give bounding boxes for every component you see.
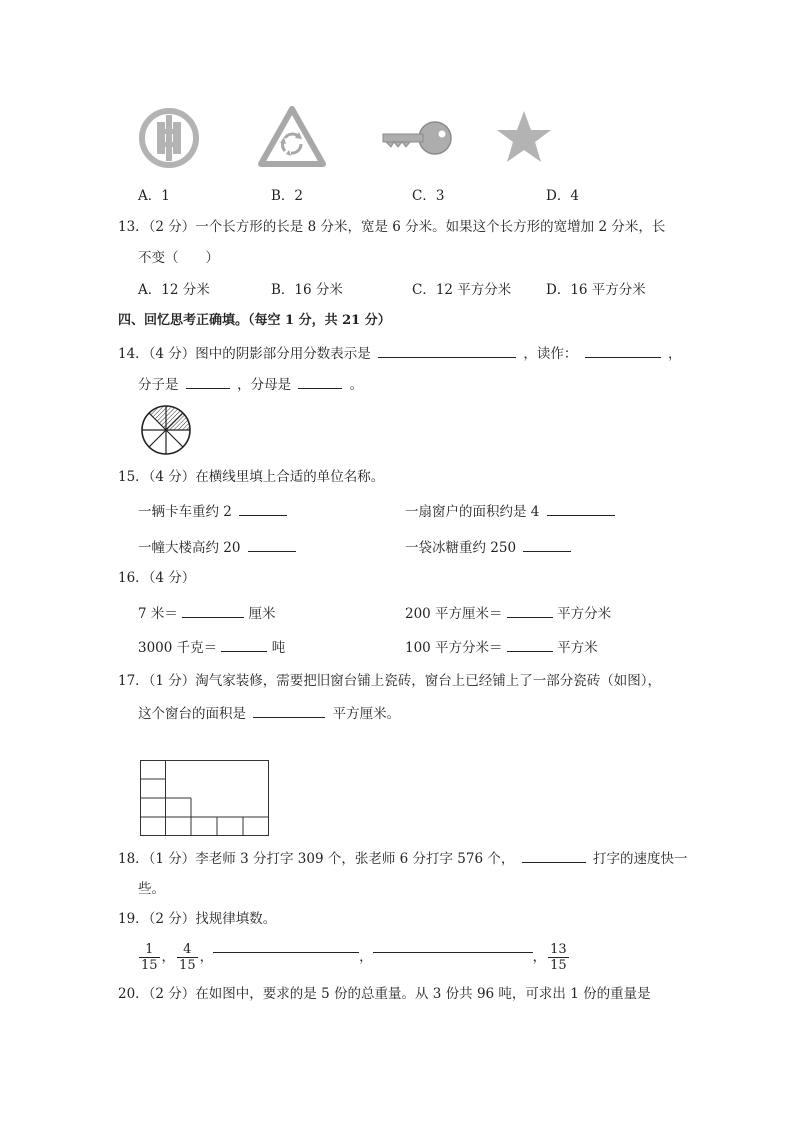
q14-text-2: ，读作：: [523, 346, 578, 362]
q19-fraction-3-denominator: 15: [550, 958, 567, 973]
q19-fraction-1-numerator: 1: [139, 942, 160, 958]
q14-text-5: ，分母是: [237, 377, 292, 393]
q14-text-1: 14．（4 分）图中的阴影部分用分数表示是: [118, 346, 371, 362]
q19-fraction-1-denominator: 15: [141, 958, 158, 973]
q19-blank-1[interactable]: [213, 938, 359, 953]
q19-fraction-2-denominator: 15: [179, 958, 196, 973]
q15-item-truck-text: 一辆卡车重约 2: [138, 504, 232, 520]
q15-item-window-text: 一扇窗户的面积约是 4: [405, 504, 540, 520]
q16-item-2-lhs: 200 平方厘米＝: [405, 606, 503, 622]
q19-fraction-1: [139, 942, 160, 973]
q12-option-c[interactable]: C．3: [412, 188, 445, 204]
q14-question-line1: [118, 343, 682, 363]
q12-option-b[interactable]: B．2: [271, 188, 304, 204]
q15-truck-unit-blank[interactable]: [239, 501, 287, 516]
q16-item-4-unit: 平方米: [557, 640, 598, 656]
q16-item-2: [405, 603, 611, 623]
q16-item-3-unit: 吨: [271, 640, 286, 656]
q14-question-line2: [138, 374, 363, 394]
q19-fraction-2: [177, 942, 198, 973]
q16-blank-2[interactable]: [507, 603, 553, 618]
q14-numerator-blank[interactable]: [186, 374, 230, 389]
q17-question-line1: 17．（1 分）淘气家装修，需要把旧窗台铺上瓷砖，窗台上已经铺上了一部分瓷砖（如图），: [118, 673, 662, 689]
q15-sugar-unit-blank[interactable]: [523, 537, 571, 552]
q19-sequence: [137, 938, 571, 974]
q13-option-c[interactable]: C．12 平方分米: [412, 282, 512, 298]
q19-fraction-3: [548, 942, 569, 973]
q17-question-line2: [138, 703, 400, 723]
q16-blank-1[interactable]: [182, 603, 244, 618]
q17-text-b: 平方厘米。: [332, 706, 401, 722]
q15-item-building-text: 一幢大楼高约 20: [138, 540, 241, 556]
q18-teacher-blank[interactable]: [522, 848, 586, 863]
q14-shaded-circle-figure: [140, 404, 192, 456]
q15-item-sugar-text: 一袋冰糖重约 250: [405, 540, 517, 556]
q14-text-3: ，: [668, 346, 682, 362]
bank-logo-icon: [138, 107, 200, 169]
q19-fraction-3-numerator: 13: [550, 942, 567, 957]
q14-reading-blank[interactable]: [585, 343, 661, 358]
q16-item-3: [138, 637, 285, 657]
q13-option-d[interactable]: D．16 平方分米: [546, 282, 646, 298]
q15-window-unit-blank[interactable]: [547, 501, 615, 516]
recycle-triangle-icon: [258, 106, 326, 168]
q16-item-4: [405, 637, 598, 657]
q17-area-blank[interactable]: [253, 703, 325, 718]
q19-blank-2[interactable]: [373, 938, 533, 953]
q14-fraction-blank[interactable]: [378, 343, 516, 358]
q19-comma-2: ，: [199, 949, 214, 965]
q17-tile-windowsill-figure: [140, 760, 270, 838]
q12-option-a[interactable]: A．1: [138, 188, 170, 204]
q19-comma-3: ，: [359, 949, 373, 965]
q19-question: 19．（2 分）找规律填数。: [118, 911, 277, 927]
q14-denominator-blank[interactable]: [298, 374, 342, 389]
q15-item-sugar: [405, 537, 574, 557]
q16-item-2-unit: 平方分米: [557, 606, 612, 622]
star-icon: [495, 109, 553, 165]
q19-comma-4: ，: [532, 949, 547, 965]
q15-question: 15．（4 分）在横线里填上合适的单位名称。: [118, 469, 385, 485]
q15-item-building: [138, 537, 299, 557]
q16-blank-4[interactable]: [507, 637, 553, 652]
q16-blank-3[interactable]: [221, 637, 267, 652]
q13-question-line1: 13．（2 分）一个长方形的长是 8 分米，宽是 6 分米。如果这个长方形的宽增加 2 分米，长: [118, 219, 666, 235]
q18-question-line1: [118, 848, 687, 868]
q16-item-1: [138, 603, 275, 623]
key-icon: [380, 120, 455, 156]
q13-option-b[interactable]: B．16 分米: [271, 282, 343, 298]
q14-text-4: 分子是: [138, 377, 179, 393]
q15-item-window: [405, 501, 618, 521]
q13-question-line2: 不变（ ）: [138, 250, 219, 266]
q19-fraction-2-numerator: 4: [177, 942, 198, 958]
q16-item-4-lhs: 100 平方分米＝: [405, 640, 503, 656]
q18-question-line2: 些。: [138, 881, 165, 897]
q14-text-6: 。: [349, 377, 364, 393]
q12-option-d[interactable]: D．4: [546, 188, 579, 204]
q18-text-a: 18．（1 分）李老师 3 分打字 309 个，张老师 6 分打字 576 个，: [118, 851, 515, 867]
q13-option-a[interactable]: A．12 分米: [138, 282, 210, 298]
q15-item-truck: [138, 501, 290, 521]
q20-question-line1: 20．（2 分）在如图中，要求的是 5 份的总重量。从 3 份共 96 吨，可求出 1 份的重量是: [118, 986, 651, 1002]
q16-item-1-unit: 厘米: [248, 606, 276, 622]
q15-building-unit-blank[interactable]: [248, 537, 296, 552]
q16-question: 16．（4 分）: [118, 570, 196, 586]
q16-item-1-lhs: 7 米＝: [138, 606, 178, 622]
q19-comma-1: ，: [161, 949, 176, 965]
section-heading: 四、回忆思考正确填。（每空 1 分，共 21 分）: [118, 313, 391, 328]
q18-text-b: 打字的速度快一: [592, 851, 688, 867]
q17-text-a: 这个窗台的面积是: [138, 706, 246, 722]
q16-item-3-lhs: 3000 千克＝: [138, 640, 218, 656]
